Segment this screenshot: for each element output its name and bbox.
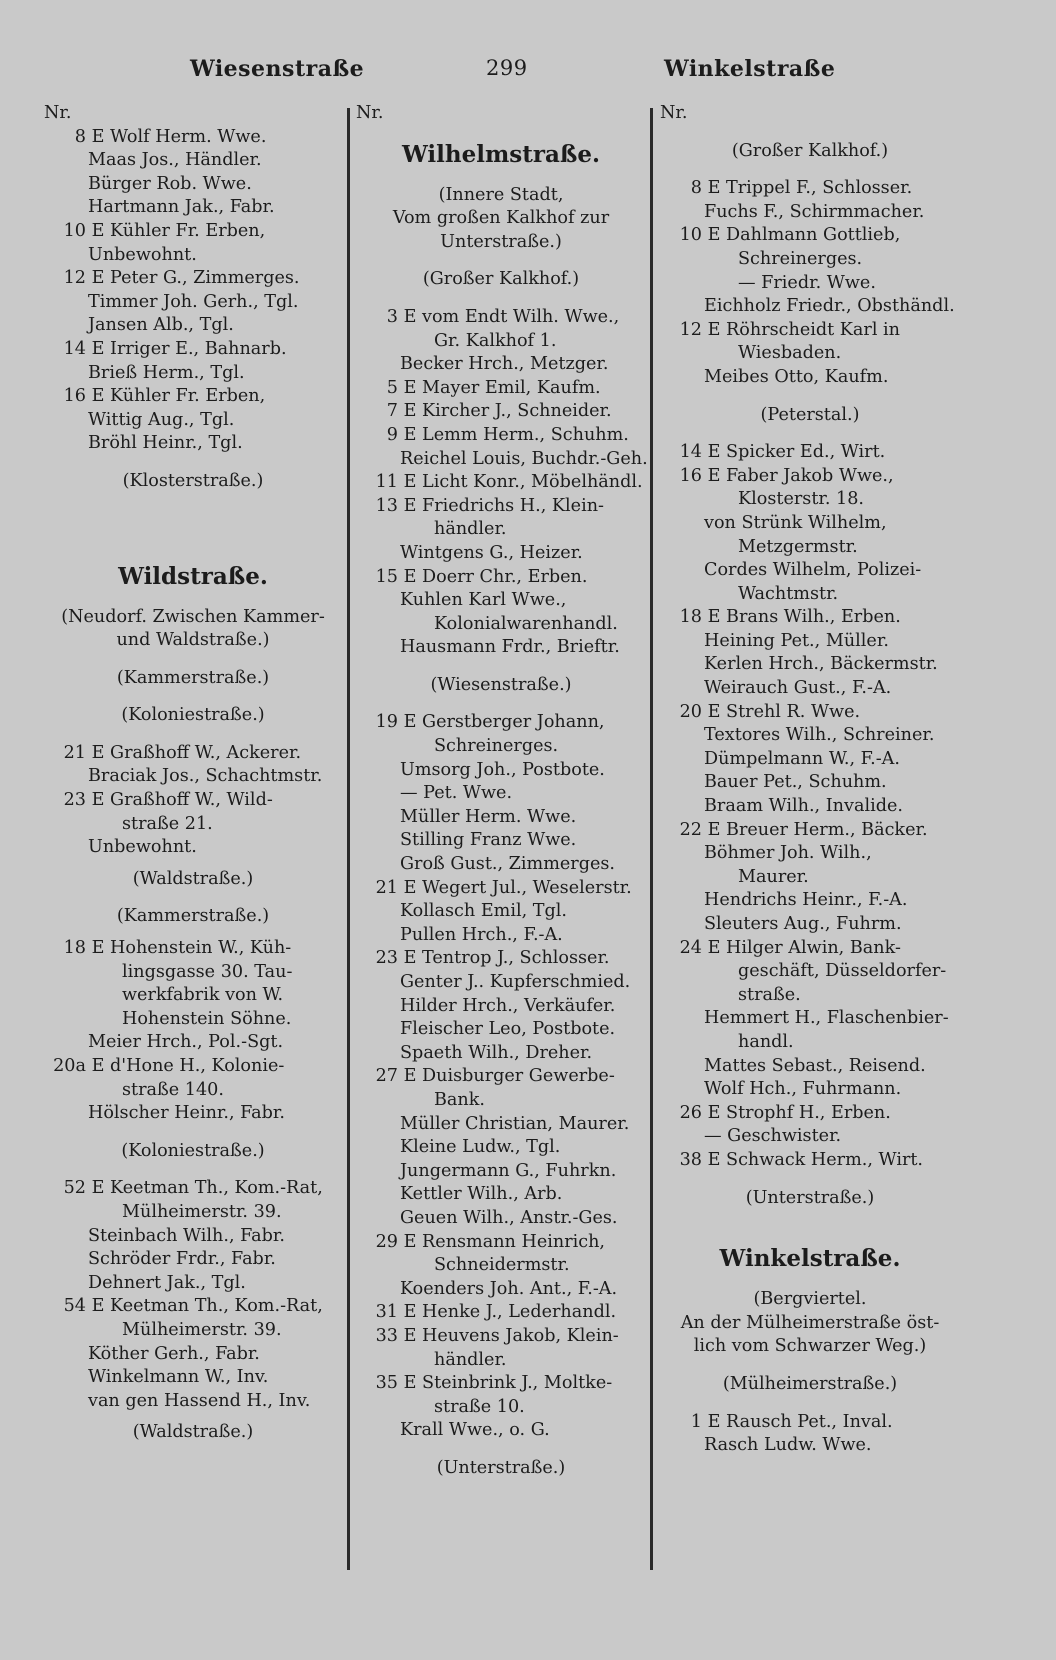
spacer — [356, 292, 646, 306]
resident-name: E Hilger Alwin, Bank- — [707, 937, 901, 958]
house-entry — [660, 1411, 960, 1435]
resident-line: Köther Gerh., Fabr. — [88, 1343, 260, 1364]
resident-line: Becker Hrch., Metzger. — [400, 354, 609, 375]
house-entry — [356, 1325, 646, 1349]
section-note: (Unterstraße.) — [745, 1187, 875, 1208]
resident-name: E Doerr Chr., Erben. — [403, 566, 588, 587]
resident-name: E Strophf H., Erben. — [707, 1102, 891, 1123]
section-note: (Bergviertel. — [753, 1289, 867, 1310]
resident-line: Winkelmann W., Inv. — [88, 1367, 269, 1388]
resident-line: Timmer Joh. Gerh., Tgl. — [88, 291, 299, 312]
house-entry — [356, 471, 646, 495]
continuation-line: straße 21. — [122, 813, 213, 834]
spacer — [356, 126, 646, 140]
resident-line: Wittig Aug., Tgl. — [88, 409, 235, 430]
street-heading: Winkelstraße. — [719, 1245, 901, 1273]
spacer — [44, 728, 342, 742]
spacer — [44, 494, 342, 528]
resident-name: E Keetman Th., Kom.-Rat, — [91, 1296, 323, 1317]
house-number: 29 — [375, 1231, 398, 1252]
house-number: 10 — [679, 225, 702, 246]
header-left-street: Wiesenstraße — [190, 56, 365, 82]
resident-line: Hilder Hrch., Verkäufer. — [400, 995, 616, 1016]
resident-name: E Brans Wilh., Erben. — [707, 607, 901, 628]
resident-line: Kuhlen Karl Wwe., — [400, 590, 567, 611]
house-entry — [44, 742, 342, 766]
resident-name: E Lemm Herm., Schuhm. — [403, 424, 629, 445]
section-note: (Innere Stadt, — [438, 184, 564, 205]
house-number: 20a — [53, 1056, 86, 1076]
resident-line: Brieß Herm., Tgl. — [88, 362, 245, 383]
spacer — [660, 427, 960, 441]
spacer — [44, 592, 342, 606]
resident-line: Schröder Frdr., Fabr. — [88, 1249, 276, 1270]
continuation-line: Maurer. — [738, 866, 809, 887]
continuation-line: Bank. — [434, 1089, 486, 1110]
resident-line: Wolf Hch., Fuhrmann. — [704, 1079, 902, 1100]
house-number: 21 — [63, 742, 86, 763]
column-left — [44, 102, 342, 1445]
resident-line: Dehnert Jak., Tgl. — [88, 1272, 246, 1293]
house-number: 38 — [679, 1149, 702, 1170]
column-number-label: Nr. — [660, 103, 688, 123]
house-entry — [44, 1055, 342, 1079]
spacer — [44, 653, 342, 667]
resident-line: Unbewohnt. — [88, 244, 197, 265]
resident-name: E Graßhoff W., Wild- — [91, 790, 273, 811]
column-number-label: Nr. — [356, 103, 384, 123]
house-entry — [44, 937, 342, 961]
house-number: 24 — [679, 937, 702, 958]
spacer — [660, 1359, 960, 1373]
house-number: 5 — [386, 377, 398, 398]
house-number: 54 — [63, 1296, 86, 1317]
resident-name: E Peter G., Zimmerges. — [91, 268, 300, 289]
resident-line: Hemmert H., Flaschenbier- — [704, 1008, 949, 1029]
resident-line: Mattes Sebast., Reisend. — [704, 1055, 926, 1076]
column-middle — [356, 102, 646, 1480]
resident-line: van gen Hassend H., Inv. — [88, 1390, 311, 1411]
house-entry — [356, 947, 646, 971]
house-number: 23 — [375, 948, 398, 969]
resident-line: Kleine Ludw., Tgl. — [400, 1137, 561, 1158]
continuation-line: Klosterstr. 18. — [738, 489, 865, 510]
continuation-line: — Friedr. Wwe. — [738, 272, 876, 293]
house-number: 16 — [679, 465, 702, 486]
resident-line: Unbewohnt. — [88, 837, 197, 858]
column-divider — [347, 108, 350, 1570]
spacer — [660, 1210, 960, 1244]
section-note: (Waldstraße.) — [132, 1422, 254, 1443]
house-number: 9 — [386, 424, 398, 445]
resident-line: Fuchs F., Schirmmacher. — [704, 201, 925, 222]
resident-line: Jungermann G., Fuhrkn. — [400, 1160, 617, 1181]
spacer — [44, 891, 342, 905]
continuation-line: straße 140. — [122, 1079, 224, 1100]
resident-line: Hölscher Heinr., Fabr. — [88, 1103, 285, 1124]
house-entry — [356, 306, 646, 330]
resident-line: Hausmann Frdr., Brieftr. — [400, 637, 620, 658]
resident-line: Wintgens G., Heizer. — [400, 542, 583, 563]
spacer — [44, 456, 342, 470]
house-entry — [356, 377, 646, 401]
spacer — [44, 528, 342, 562]
resident-line: Fleischer Leo, Postbote. — [400, 1019, 616, 1040]
resident-name: E Wolf Herm. Wwe. — [91, 126, 267, 147]
house-number: 1 — [690, 1411, 702, 1432]
spacer — [356, 170, 646, 184]
resident-line: Genter J.. Kupferschmied. — [400, 972, 631, 992]
continuation-line: Mülheimerstr. 39. — [122, 1201, 282, 1222]
resident-line: Braam Wilh., Invalide. — [704, 796, 903, 817]
house-entry — [660, 1102, 960, 1126]
resident-line: Cordes Wilhelm, Polizei- — [704, 560, 922, 581]
continuation-line: werkfabrik von W. — [122, 985, 284, 1006]
resident-line: Kerlen Hrch., Bäckermstr. — [704, 654, 938, 675]
resident-name: E Irriger E., Bahnarb. — [91, 338, 287, 359]
house-number: 14 — [63, 338, 86, 359]
house-entry — [44, 338, 342, 362]
resident-name: E Trippel F., Schlosser. — [707, 178, 913, 199]
resident-name: E Graßhoff W., Ackerer. — [91, 742, 302, 763]
house-number: 26 — [679, 1102, 702, 1123]
house-entry — [660, 465, 960, 489]
spacer — [660, 390, 960, 404]
resident-name: E Tentrop J., Schlosser. — [403, 948, 610, 969]
house-number: 33 — [375, 1325, 398, 1346]
house-entry — [356, 495, 646, 519]
spacer — [44, 929, 342, 937]
resident-name: E Gerstberger Johann, — [403, 712, 605, 733]
resident-line: Kollasch Emil, Tgl. — [400, 901, 567, 922]
resident-line: Eichholz Friedr., Obsthändl. — [704, 296, 955, 317]
resident-name: E Kühler Fr. Erben, — [91, 386, 266, 407]
continuation-line: Wiesbaden. — [738, 343, 842, 364]
section-note: (Wiesenstraße.) — [430, 674, 572, 695]
continuation-line: Gr. Kalkhof 1. — [434, 330, 557, 351]
house-number: 31 — [375, 1302, 398, 1323]
house-number: 11 — [375, 472, 398, 493]
resident-name: E Kühler Fr. Erben, — [91, 220, 266, 241]
house-entry — [660, 937, 960, 961]
house-entry — [660, 441, 960, 465]
section-note: (Kammerstraße.) — [116, 906, 270, 927]
resident-name: E Henke J., Lederhandl. — [403, 1302, 617, 1323]
resident-name: E Mayer Emil, Kaufm. — [403, 377, 601, 398]
resident-line: Bröhl Heinr., Tgl. — [88, 433, 243, 454]
section-note: lich vom Schwarzer Weg.) — [693, 1336, 927, 1357]
resident-line: Müller Herm. Wwe. — [400, 806, 577, 827]
house-entry — [44, 1177, 342, 1201]
resident-name: E Hohenstein W., Küh- — [91, 938, 292, 959]
resident-name: E Spicker Ed., Wirt. — [707, 442, 886, 463]
resident-line: Krall Wwe., o. G. — [400, 1420, 550, 1441]
section-note: Vom großen Kalkhof zur — [392, 208, 610, 229]
street-heading: Wilhelmstraße. — [401, 140, 601, 168]
resident-line: Geuen Wilh., Anstr.-Ges. — [400, 1207, 618, 1228]
spacer — [356, 1443, 646, 1457]
house-number: 18 — [63, 938, 86, 959]
house-entry — [356, 424, 646, 448]
house-number: 15 — [375, 566, 398, 587]
header-right-street: Winkelstraße — [664, 56, 836, 82]
section-note: An der Mülheimerstraße öst- — [680, 1312, 940, 1333]
resident-line: Groß Gust., Zimmerges. — [400, 854, 615, 875]
continuation-line: händler. — [434, 519, 507, 540]
resident-name: E Kircher J., Schneider. — [403, 401, 612, 422]
resident-line: Bürger Rob. Wwe. — [88, 173, 252, 194]
spacer — [356, 254, 646, 268]
resident-name: E Rensmann Heinrich, — [403, 1231, 606, 1252]
section-note: (Koloniestraße.) — [121, 1140, 265, 1161]
house-entry — [660, 1149, 960, 1173]
resident-line: Steinbach Wilh., Fabr. — [88, 1225, 285, 1246]
spacer — [356, 697, 646, 711]
resident-line: Reichel Louis, Buchdr.-Geh. — [400, 448, 648, 469]
resident-name: E Duisburger Gewerbe- — [403, 1066, 615, 1087]
house-entry — [44, 267, 342, 291]
resident-name: E vom Endt Wilh. Wwe., — [403, 306, 620, 327]
house-number: 8 — [690, 178, 702, 199]
resident-line: von Strünk Wilhelm, — [704, 512, 887, 533]
column-number-label: Nr. — [44, 103, 72, 123]
house-entry — [660, 224, 960, 248]
continuation-line: Metzgermstr. — [738, 536, 858, 557]
house-number: 23 — [63, 790, 86, 811]
house-number: 22 — [679, 819, 702, 840]
resident-name: E Licht Konr., Möbelhändl. — [403, 472, 643, 493]
resident-line: Heining Pet., Müller. — [704, 630, 889, 651]
continuation-line: lingsgasse 30. Tau- — [122, 961, 293, 982]
house-number: 20 — [679, 701, 702, 722]
continuation-line: Kolonialwarenhandl. — [434, 613, 618, 634]
spacer — [660, 1173, 960, 1187]
section-note: (Peterstal.) — [760, 404, 860, 425]
house-entry — [44, 220, 342, 244]
house-entry — [356, 400, 646, 424]
house-entry — [660, 319, 960, 343]
resident-name: E Strehl R. Wwe. — [707, 701, 861, 722]
continuation-line: straße 10. — [434, 1396, 525, 1417]
resident-line: Sleuters Aug., Fuhrm. — [704, 914, 902, 934]
spacer — [44, 860, 342, 868]
resident-line: Maas Jos., Händler. — [88, 150, 262, 171]
spacer — [44, 1126, 342, 1140]
house-entry — [356, 1372, 646, 1396]
resident-line: Koenders Joh. Ant., F.-A. — [400, 1278, 618, 1299]
resident-line: Bauer Pet., Schuhm. — [704, 772, 887, 793]
resident-line: Stilling Franz Wwe. — [400, 830, 577, 851]
house-number: 10 — [63, 220, 86, 241]
house-entry — [660, 819, 960, 843]
continuation-line: Mülheimerstr. 39. — [122, 1319, 282, 1340]
house-number: 52 — [63, 1178, 86, 1199]
house-entry — [44, 385, 342, 409]
house-entry — [44, 789, 342, 813]
house-number: 19 — [375, 712, 398, 733]
house-entry — [356, 566, 646, 590]
resident-line: Braciak Jos., Schachtmstr. — [88, 766, 323, 787]
continuation-line: Schreinerges. — [738, 248, 863, 269]
house-entry — [356, 877, 646, 901]
house-number: 18 — [679, 607, 702, 628]
house-entry — [356, 1231, 646, 1255]
section-note: (Mülheimerstraße.) — [722, 1373, 898, 1394]
page-number: 299 — [486, 56, 528, 80]
resident-name: E Schwack Herm., Wirt. — [707, 1149, 924, 1170]
section-note: (Großer Kalkhof.) — [731, 140, 889, 161]
resident-line: Hartmann Jak., Fabr. — [88, 197, 275, 218]
resident-line: — Geschwister. — [704, 1126, 842, 1147]
resident-name: E Breuer Herm., Bäcker. — [707, 819, 928, 840]
continuation-line: Wachtmstr. — [738, 583, 839, 604]
spacer — [660, 1397, 960, 1411]
section-note: (Kammerstraße.) — [116, 667, 270, 688]
house-entry — [660, 606, 960, 630]
house-entry — [356, 1065, 646, 1089]
resident-line: Textores Wilh., Schreiner. — [704, 725, 935, 746]
house-entry — [44, 1295, 342, 1319]
house-number: 27 — [375, 1066, 398, 1087]
resident-name: E Dahlmann Gottlieb, — [707, 225, 901, 246]
house-entry — [356, 1301, 646, 1325]
house-number: 8 — [74, 126, 86, 147]
resident-line: — Pet. Wwe. — [400, 783, 513, 804]
spacer — [44, 1163, 342, 1177]
column-right — [660, 102, 960, 1458]
house-number: 21 — [375, 877, 398, 898]
resident-line: Meier Hrch., Pol.-Sgt. — [88, 1032, 284, 1053]
section-note: (Waldstraße.) — [132, 868, 254, 889]
section-note: (Unterstraße.) — [436, 1457, 566, 1478]
continuation-line: straße. — [738, 984, 801, 1005]
house-number: 35 — [375, 1373, 398, 1394]
house-number: 13 — [375, 495, 398, 516]
house-entry — [356, 711, 646, 735]
resident-name: E Wegert Jul., Weselerstr. — [403, 877, 632, 898]
resident-line: Spaeth Wilh., Dreher. — [400, 1042, 593, 1063]
column-divider — [650, 108, 653, 1570]
house-entry — [660, 177, 960, 201]
spacer — [660, 1274, 960, 1288]
section-note: (Neudorf. Zwischen Kammer- — [61, 606, 325, 627]
section-note: (Koloniestraße.) — [121, 705, 265, 726]
house-number: 3 — [386, 306, 398, 327]
resident-name: E Keetman Th., Kom.-Rat, — [91, 1178, 323, 1199]
house-number: 12 — [679, 319, 702, 340]
resident-name: E Röhrscheidt Karl in — [707, 319, 901, 340]
resident-name: E Faber Jakob Wwe., — [707, 465, 894, 486]
resident-line: Kettler Wilh., Arb. — [400, 1184, 563, 1205]
continuation-line: Hohenstein Söhne. — [122, 1008, 292, 1029]
resident-name: E Heuvens Jakob, Klein- — [403, 1325, 619, 1346]
continuation-line: Schreinerges. — [434, 736, 559, 757]
section-note: (Klosterstraße.) — [122, 470, 264, 491]
house-number: 16 — [63, 386, 86, 407]
spacer — [660, 163, 960, 177]
house-number: 14 — [679, 442, 702, 463]
spacer — [660, 126, 960, 140]
continuation-line: geschäft, Düsseldorfer- — [738, 961, 947, 982]
resident-line: Umsorg Joh., Postbote. — [400, 759, 605, 780]
spacer — [44, 1413, 342, 1421]
continuation-line: händler. — [434, 1349, 507, 1370]
resident-line: Müller Christian, Maurer. — [400, 1113, 630, 1134]
house-number: 7 — [386, 401, 398, 422]
house-entry — [44, 126, 342, 150]
spacer — [44, 690, 342, 704]
house-entry — [660, 701, 960, 725]
spacer — [356, 660, 646, 674]
continuation-line: Schneidermstr. — [434, 1255, 570, 1276]
section-note: (Großer Kalkhof.) — [422, 269, 580, 290]
continuation-line: handl. — [738, 1031, 794, 1052]
resident-line: Rasch Ludw. Wwe. — [704, 1435, 872, 1456]
resident-line: Jansen Alb., Tgl. — [88, 315, 234, 336]
house-number: 12 — [63, 268, 86, 289]
resident-line: Hendrichs Heinr., F.-A. — [704, 890, 908, 911]
resident-line: Weirauch Gust., F.-A. — [704, 678, 892, 699]
resident-name: E Rausch Pet., Inval. — [707, 1411, 893, 1432]
resident-line: Pullen Hrch., F.-A. — [400, 924, 563, 945]
section-note: Unterstraße.) — [440, 231, 562, 252]
resident-line: Meibes Otto, Kaufm. — [704, 366, 889, 387]
section-note: und Waldstraße.) — [116, 630, 270, 651]
street-heading: Wildstraße. — [118, 562, 268, 590]
resident-name: E d'Hone H., Kolonie- — [91, 1056, 285, 1076]
resident-name: E Friedrichs H., Klein- — [403, 495, 604, 516]
resident-line: Böhmer Joh. Wilh., — [704, 843, 872, 864]
resident-name: E Steinbrink J., Moltke- — [403, 1373, 613, 1394]
resident-line: Dümpelmann W., F.-A. — [704, 748, 900, 769]
